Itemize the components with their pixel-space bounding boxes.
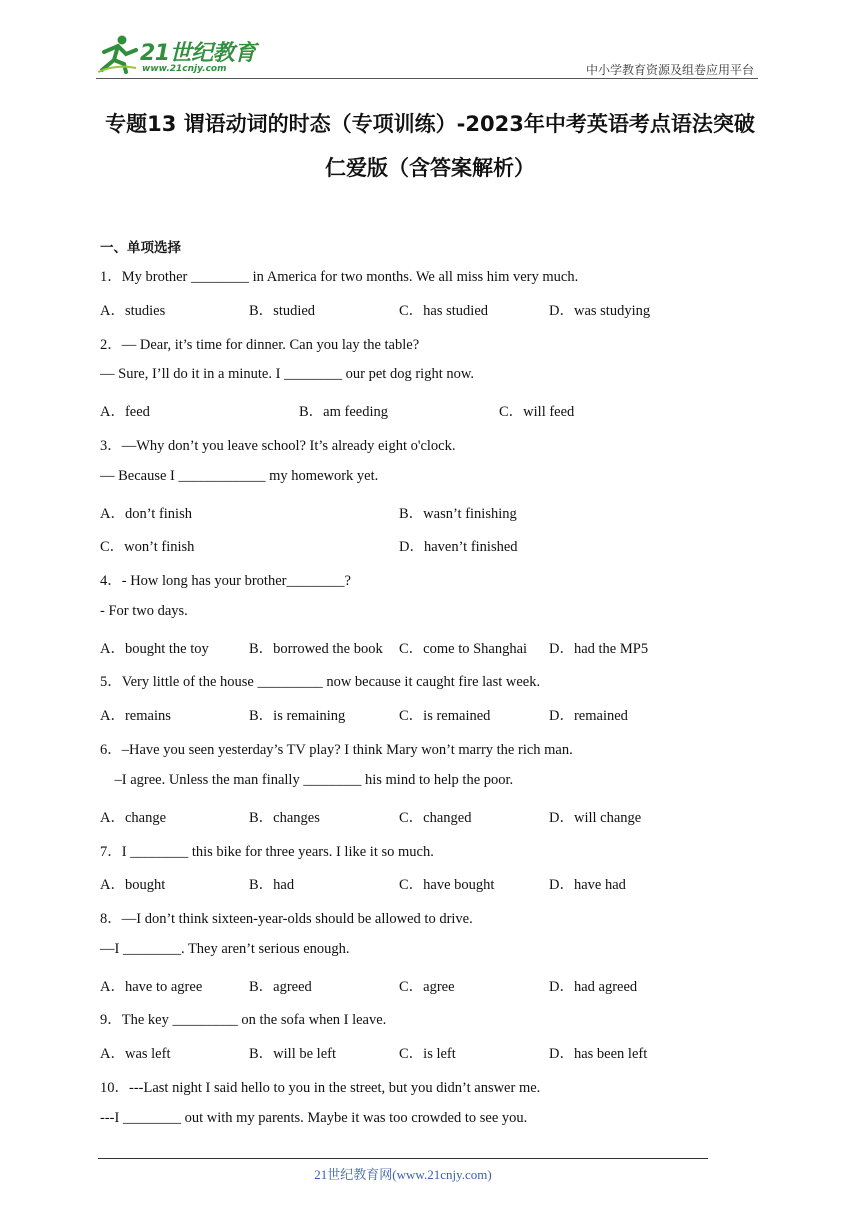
q3-option-c: C．won’t finish <box>100 539 195 555</box>
q4-option-a: A．bought the toy <box>100 641 209 657</box>
q6-option-a: A．change <box>100 810 167 826</box>
q8-option-b: B．agreed <box>249 979 312 995</box>
q2-option-b: B．am feeding <box>299 404 388 420</box>
question-2-reply: — Sure, I’ll do it in a minute. I ________ our pet dog right now. <box>100 366 474 382</box>
question-8: 8．—I don’t think sixteen-year-olds should be allowed to drive. <box>100 911 473 927</box>
question-2: 2．— Dear, it’s time for dinner. Can you lay the table? <box>100 337 420 353</box>
q4-option-d: D．had the MP5 <box>549 641 649 657</box>
section-heading: 一、单项选择 <box>100 240 181 256</box>
q4-option-b: B．borrowed the book <box>249 641 383 657</box>
q7-option-d: D．have had <box>549 877 626 893</box>
q6-option-b: B．changes <box>249 810 320 826</box>
q3-option-b: B．wasn’t finishing <box>399 506 517 522</box>
logo-text: 21世纪教育 <box>140 41 256 66</box>
q8-option-d: D．had agreed <box>549 979 638 995</box>
question-4: 4．- How long has your brother________? <box>100 573 351 589</box>
q9-option-a: A．was left <box>100 1046 171 1062</box>
question-6-reply: –I agree. Unless the man finally ________ his mind to help the poor. <box>100 772 514 788</box>
q5-option-d: D．remained <box>549 708 628 724</box>
q7-option-a: A．bought <box>100 877 166 893</box>
q8-option-c: C．agree <box>399 979 455 995</box>
question-3: 3．—Why don’t you leave school? It’s already eight o'clock. <box>100 438 456 454</box>
q1-option-b: B．studied <box>249 303 316 319</box>
q6-option-c: C．changed <box>399 810 472 826</box>
question-1: 1．My brother ________ in America for two months. We all miss him very much. <box>100 269 579 285</box>
runner-logo-icon <box>96 34 138 74</box>
header-divider <box>96 78 758 79</box>
question-6: 6．–Have you seen yesterday’s TV play? I think Mary won’t marry the rich man. <box>100 742 573 758</box>
question-9: 9．The key _________ on the sofa when I leave. <box>100 1012 387 1028</box>
document-title-line-1: 专题13 谓语动词的时态（专项训练）-2023年中考英语考点语法突破 <box>105 112 755 136</box>
q9-option-d: D．has been left <box>549 1046 648 1062</box>
question-4-reply: - For two days. <box>100 603 188 619</box>
page-header <box>96 30 758 78</box>
q6-option-d: D．will change <box>549 810 642 826</box>
q2-option-c: C．will feed <box>499 404 575 420</box>
document-title-line-2: 仁爱版（含答案解析） <box>325 156 535 180</box>
q7-option-c: C．have bought <box>399 877 495 893</box>
q1-option-a: A．studies <box>100 303 166 319</box>
question-10: 10．---Last night I said hello to you in the street, but you didn’t answer me. <box>100 1080 541 1096</box>
footer-divider <box>98 1158 708 1159</box>
q2-option-a: A．feed <box>100 404 150 420</box>
footer-link[interactable]: 21世纪教育网(www.21cnjy.com) <box>314 1167 492 1182</box>
question-10-reply: ---I ________ out with my parents. Maybe it was too crowded to see you. <box>100 1110 528 1126</box>
logo <box>96 30 266 78</box>
q3-option-a: A．don’t finish <box>100 506 192 522</box>
question-3-reply: — Because I ____________ my homework yet. <box>100 468 379 484</box>
q9-option-b: B．will be left <box>249 1046 336 1062</box>
q5-option-c: C．is remained <box>399 708 491 724</box>
q9-option-c: C．is left <box>399 1046 456 1062</box>
q4-option-c: C．come to Shanghai <box>399 641 528 657</box>
q5-option-b: B．is remaining <box>249 708 346 724</box>
q1-option-c: C．has studied <box>399 303 489 319</box>
q7-option-b: B．had <box>249 877 295 893</box>
platform-label: 中小学教育资源及组卷应用平台 <box>585 63 754 77</box>
question-7: 7．I ________ this bike for three years. I like it so much. <box>100 844 434 860</box>
logo-url: www.21cnjy.com <box>142 64 227 74</box>
question-5: 5．Very little of the house _________ now because it caught fire last week. <box>100 674 541 690</box>
q1-option-d: D．was studying <box>549 303 651 319</box>
q5-option-a: A．remains <box>100 708 171 724</box>
q3-option-d: D．haven’t finished <box>399 539 518 555</box>
q8-option-a: A．have to agree <box>100 979 203 995</box>
question-8-reply: —I ________. They aren’t serious enough. <box>100 941 350 957</box>
